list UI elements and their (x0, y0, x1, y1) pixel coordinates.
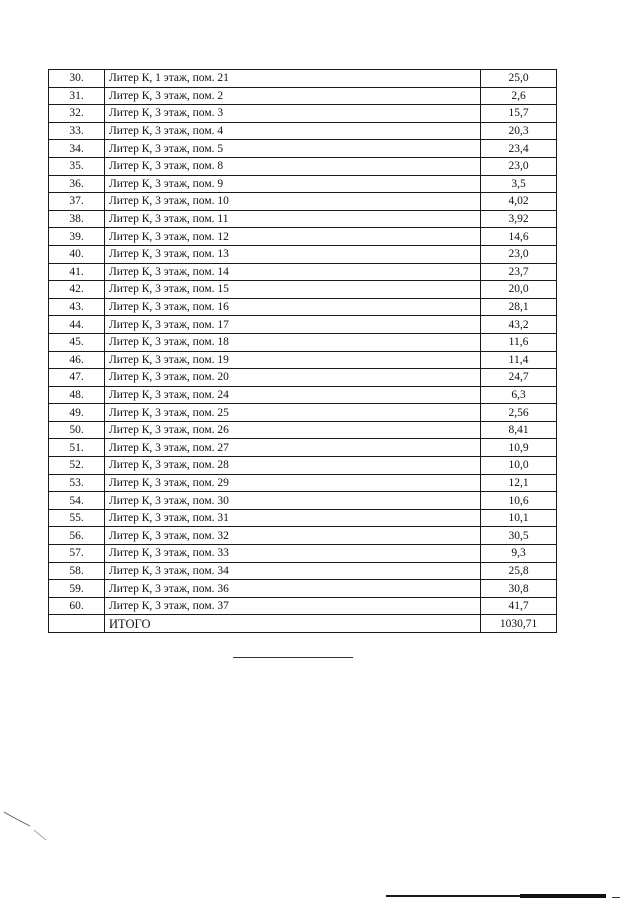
row-desc-cell: Литер К, 3 этаж, пом. 15 (105, 281, 481, 299)
table-row (49, 228, 557, 246)
table-row (49, 87, 557, 105)
table-row (49, 474, 557, 492)
row-num-cell: 40. (49, 245, 105, 263)
row-num-cell: 52. (49, 457, 105, 475)
row-desc-cell: Литер К, 3 этаж, пом. 19 (105, 351, 481, 369)
row-area-cell: 8,41 (481, 421, 557, 439)
table-row (49, 351, 557, 369)
row-num-cell: 34. (49, 140, 105, 158)
total-area-cell: 1030,71 (481, 615, 557, 633)
row-desc-cell: Литер К, 3 этаж, пом. 5 (105, 140, 481, 158)
row-area-cell: 41,7 (481, 597, 557, 615)
row-desc-cell: Литер К, 3 этаж, пом. 8 (105, 157, 481, 175)
row-num-cell: 36. (49, 175, 105, 193)
table-row (49, 122, 557, 140)
row-desc-cell: Литер К, 3 этаж, пом. 37 (105, 597, 481, 615)
row-num-cell: 35. (49, 157, 105, 175)
row-num-cell: 49. (49, 404, 105, 422)
row-num-cell: 59. (49, 580, 105, 598)
row-area-cell: 10,6 (481, 492, 557, 510)
row-desc-cell: Литер К, 3 этаж, пом. 10 (105, 193, 481, 211)
table-row (49, 580, 557, 598)
premises-table-body (49, 70, 557, 633)
row-desc-cell: Литер К, 3 этаж, пом. 2 (105, 87, 481, 105)
row-area-cell: 15,7 (481, 105, 557, 123)
total-label-cell: ИТОГО (105, 615, 481, 633)
table-row (49, 140, 557, 158)
table-row (49, 421, 557, 439)
row-desc-cell: Литер К, 3 этаж, пом. 11 (105, 210, 481, 228)
row-num-cell: 46. (49, 351, 105, 369)
row-area-cell: 2,6 (481, 87, 557, 105)
row-area-cell: 11,4 (481, 351, 557, 369)
table-row (49, 457, 557, 475)
row-area-cell: 43,2 (481, 316, 557, 334)
row-num-cell: 39. (49, 228, 105, 246)
row-desc-cell: Литер К, 3 этаж, пом. 18 (105, 333, 481, 351)
row-area-cell: 12,1 (481, 474, 557, 492)
premises-table (48, 69, 557, 633)
table-row (49, 333, 557, 351)
row-num-cell: 41. (49, 263, 105, 281)
row-area-cell: 24,7 (481, 369, 557, 387)
row-area-cell: 23,4 (481, 140, 557, 158)
row-area-cell: 23,7 (481, 263, 557, 281)
table-row (49, 386, 557, 404)
row-num-cell: 37. (49, 193, 105, 211)
table-row (49, 404, 557, 422)
row-area-cell: 2,56 (481, 404, 557, 422)
row-area-cell: 25,8 (481, 562, 557, 580)
row-desc-cell: Литер К, 3 этаж, пом. 12 (105, 228, 481, 246)
row-desc-cell: Литер К, 3 этаж, пом. 36 (105, 580, 481, 598)
row-desc-cell: Литер К, 3 этаж, пом. 31 (105, 509, 481, 527)
row-num-cell: 47. (49, 369, 105, 387)
row-desc-cell: Литер К, 3 этаж, пом. 16 (105, 298, 481, 316)
row-num-cell: 38. (49, 210, 105, 228)
row-desc-cell: Литер К, 3 этаж, пом. 24 (105, 386, 481, 404)
row-num-cell: 42. (49, 281, 105, 299)
table-row (49, 439, 557, 457)
table-row (49, 298, 557, 316)
row-desc-cell: Литер К, 3 этаж, пом. 30 (105, 492, 481, 510)
row-area-cell: 14,6 (481, 228, 557, 246)
table-row (49, 157, 557, 175)
row-desc-cell: Литер К, 3 этаж, пом. 28 (105, 457, 481, 475)
bottom-rule-thick (520, 894, 606, 898)
scan-mark-icon (0, 800, 60, 850)
row-area-cell: 10,0 (481, 457, 557, 475)
row-desc-cell: Литер К, 3 этаж, пом. 27 (105, 439, 481, 457)
row-num-cell: 44. (49, 316, 105, 334)
table-row (49, 545, 557, 563)
row-area-cell: 23,0 (481, 245, 557, 263)
row-num-cell: 54. (49, 492, 105, 510)
table-row (49, 263, 557, 281)
row-area-cell: 9,3 (481, 545, 557, 563)
row-area-cell: 3,5 (481, 175, 557, 193)
table-row (49, 175, 557, 193)
row-num-cell: 56. (49, 527, 105, 545)
row-num-cell: 55. (49, 509, 105, 527)
row-num-cell: 60. (49, 597, 105, 615)
row-desc-cell: Литер К, 3 этаж, пом. 14 (105, 263, 481, 281)
row-desc-cell: Литер К, 3 этаж, пом. 20 (105, 369, 481, 387)
row-num-cell: 50. (49, 421, 105, 439)
table-row (49, 281, 557, 299)
row-num-cell: 33. (49, 122, 105, 140)
row-desc-cell: Литер К, 1 этаж, пом. 21 (105, 70, 481, 88)
table-row (49, 105, 557, 123)
row-num-cell: 32. (49, 105, 105, 123)
row-num-cell: 45. (49, 333, 105, 351)
row-num-cell: 51. (49, 439, 105, 457)
table-row (49, 316, 557, 334)
row-desc-cell: Литер К, 3 этаж, пом. 3 (105, 105, 481, 123)
bottom-dash (612, 897, 620, 898)
row-num-cell: 31. (49, 87, 105, 105)
row-area-cell: 4,02 (481, 193, 557, 211)
row-desc-cell: Литер К, 3 этаж, пом. 32 (105, 527, 481, 545)
table-row (49, 509, 557, 527)
table-row (49, 70, 557, 88)
row-desc-cell: Литер К, 3 этаж, пом. 26 (105, 421, 481, 439)
row-num-cell: 30. (49, 70, 105, 88)
table-row (49, 492, 557, 510)
total-num-cell (49, 615, 105, 633)
row-area-cell: 20,0 (481, 281, 557, 299)
table-row (49, 193, 557, 211)
row-area-cell: 30,8 (481, 580, 557, 598)
row-desc-cell: Литер К, 3 этаж, пом. 13 (105, 245, 481, 263)
row-area-cell: 3,92 (481, 210, 557, 228)
row-desc-cell: Литер К, 3 этаж, пом. 33 (105, 545, 481, 563)
row-desc-cell: Литер К, 3 этаж, пом. 25 (105, 404, 481, 422)
table-row (49, 597, 557, 615)
separator-line (233, 657, 353, 658)
row-desc-cell: Литер К, 3 этаж, пом. 4 (105, 122, 481, 140)
row-num-cell: 57. (49, 545, 105, 563)
row-desc-cell: Литер К, 3 этаж, пом. 29 (105, 474, 481, 492)
total-row (49, 615, 557, 633)
row-num-cell: 58. (49, 562, 105, 580)
row-area-cell: 30,5 (481, 527, 557, 545)
row-area-cell: 28,1 (481, 298, 557, 316)
row-area-cell: 11,6 (481, 333, 557, 351)
row-desc-cell: Литер К, 3 этаж, пом. 34 (105, 562, 481, 580)
row-num-cell: 48. (49, 386, 105, 404)
table-row (49, 369, 557, 387)
row-area-cell: 6,3 (481, 386, 557, 404)
row-area-cell: 25,0 (481, 70, 557, 88)
row-num-cell: 43. (49, 298, 105, 316)
row-num-cell: 53. (49, 474, 105, 492)
row-desc-cell: Литер К, 3 этаж, пом. 9 (105, 175, 481, 193)
table-row (49, 210, 557, 228)
row-area-cell: 20,3 (481, 122, 557, 140)
row-area-cell: 23,0 (481, 157, 557, 175)
row-area-cell: 10,9 (481, 439, 557, 457)
row-desc-cell: Литер К, 3 этаж, пом. 17 (105, 316, 481, 334)
table-row (49, 562, 557, 580)
table-row (49, 527, 557, 545)
row-area-cell: 10,1 (481, 509, 557, 527)
table-row (49, 245, 557, 263)
